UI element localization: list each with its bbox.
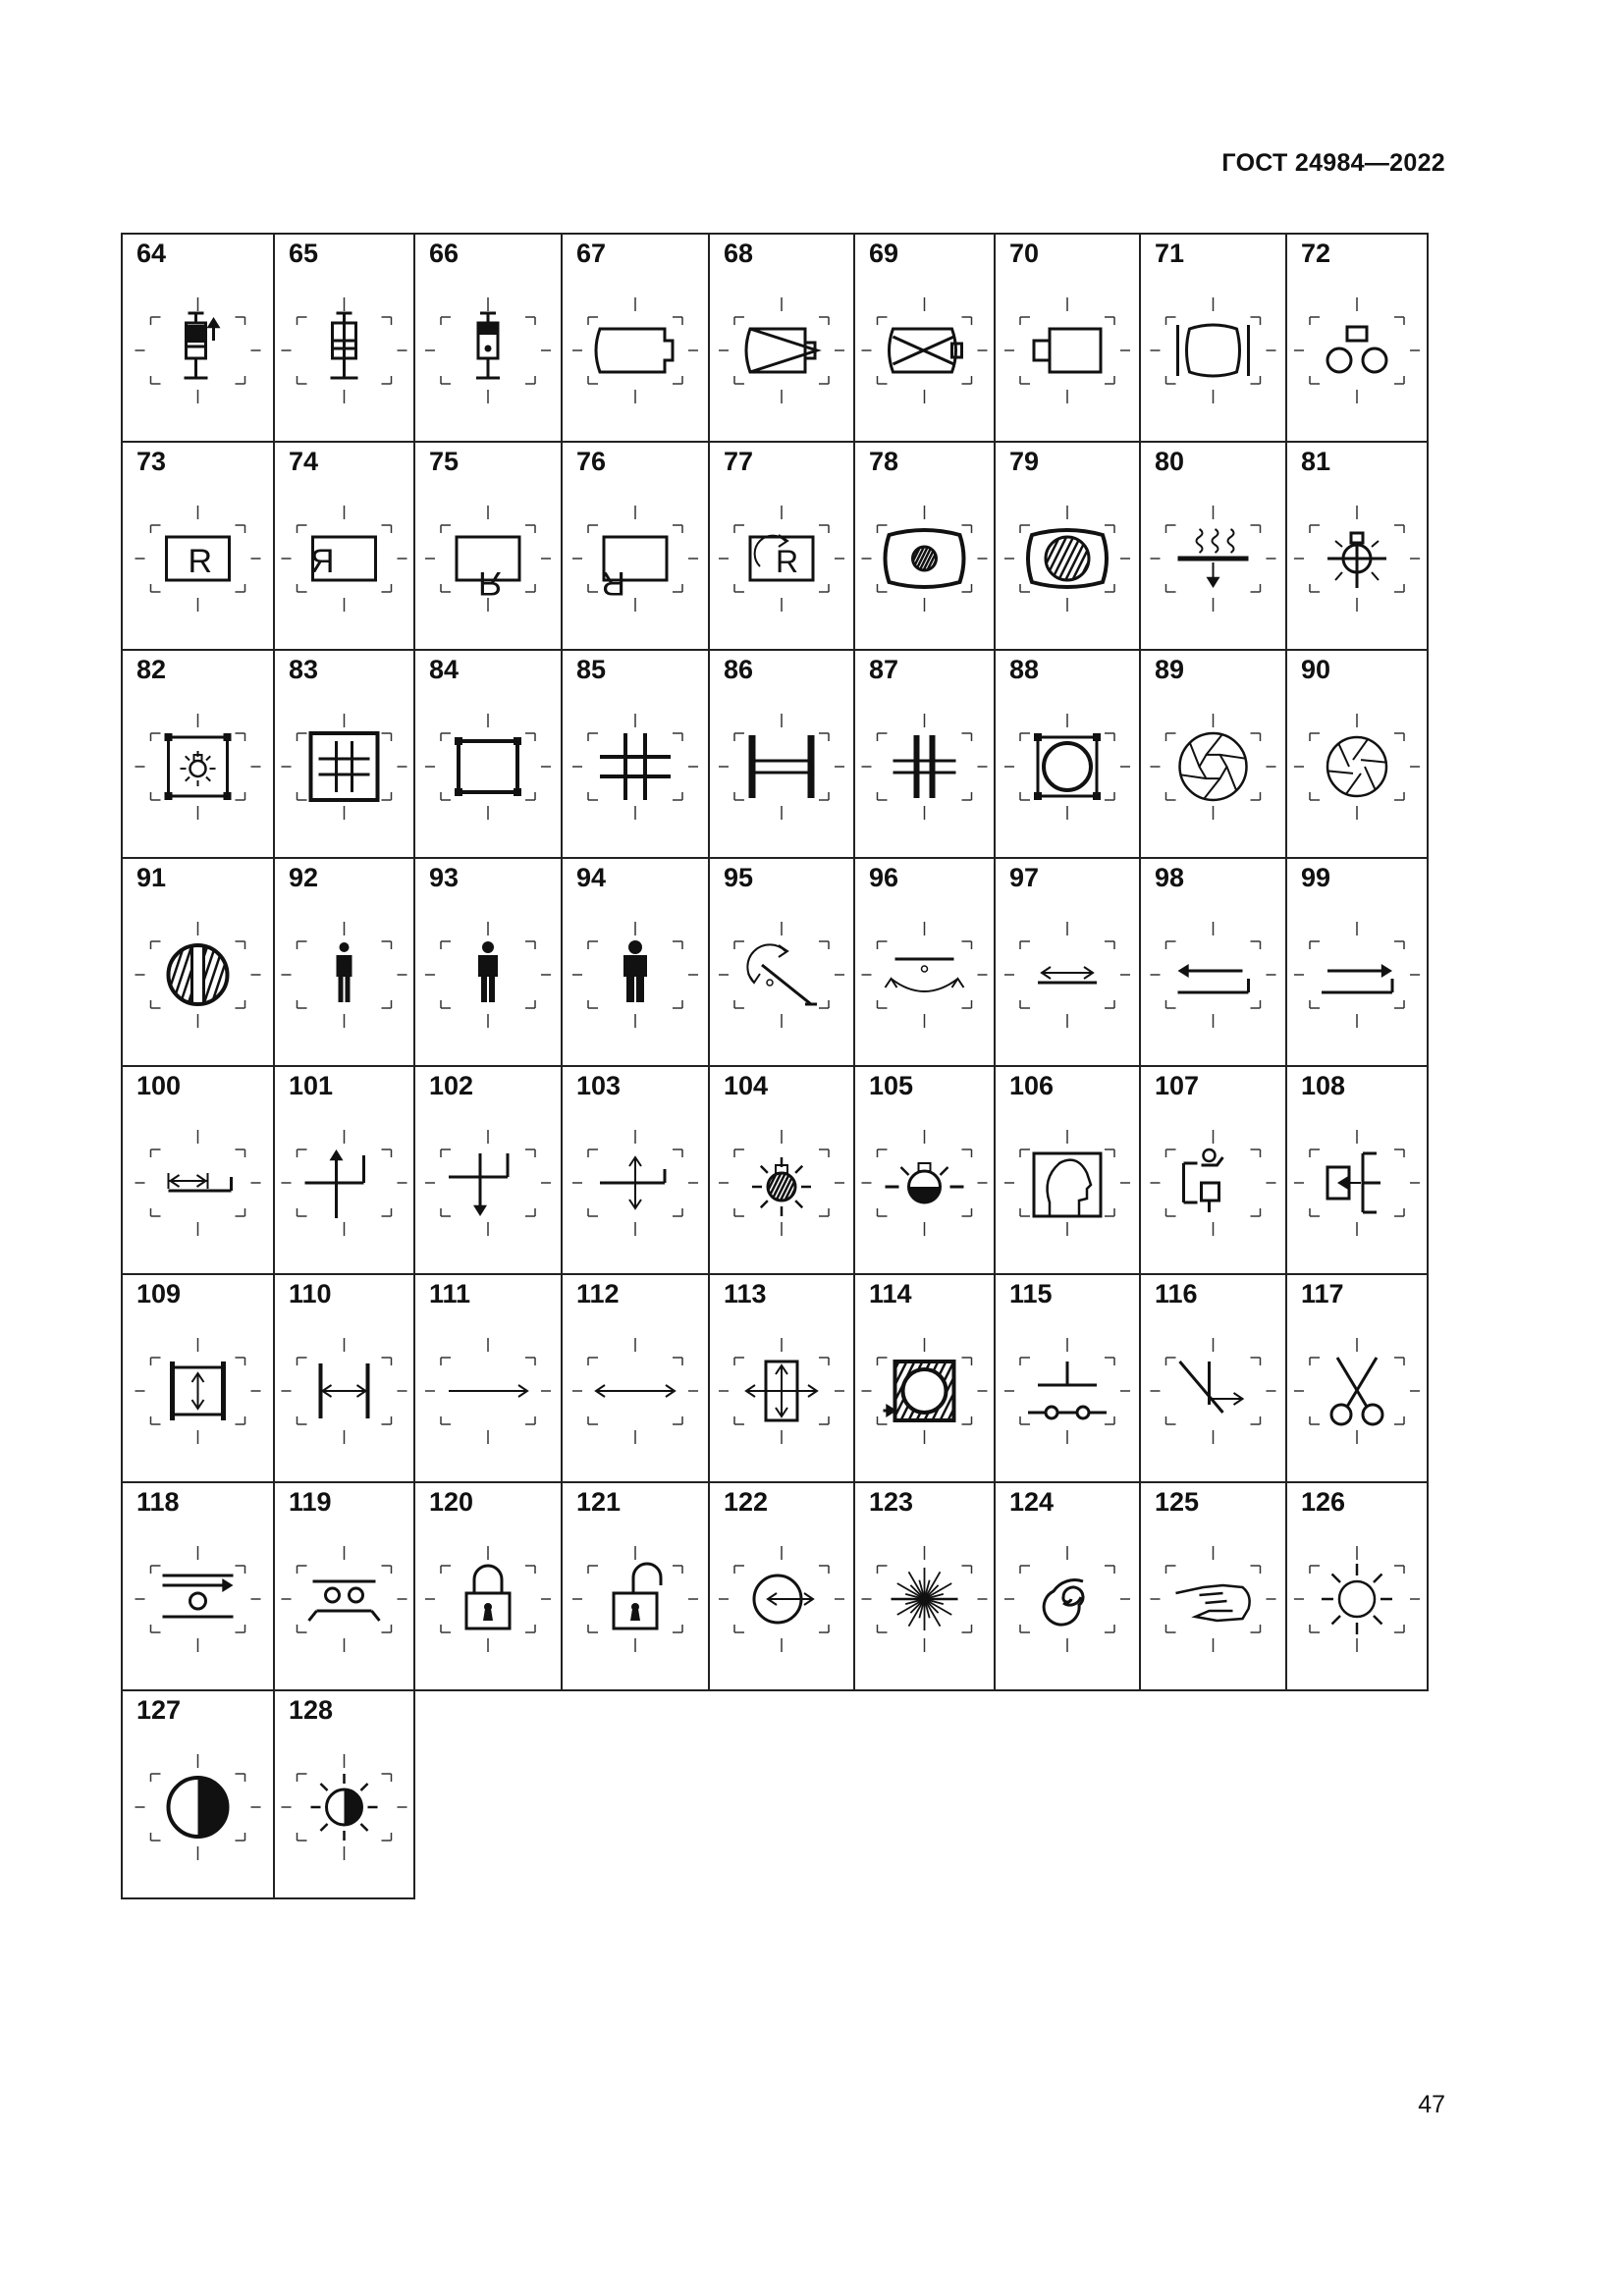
symbol-number: 127	[136, 1695, 182, 1725]
symbol-number: 115	[1009, 1279, 1053, 1308]
svg-text:R: R	[776, 544, 799, 579]
symbol-cell	[1139, 1065, 1287, 1275]
symbol-number: 124	[1009, 1487, 1055, 1517]
symbol-number: 80	[1155, 447, 1185, 476]
heat-waves-icon	[1141, 443, 1285, 649]
tube-left-neck-icon	[996, 235, 1139, 441]
symbol-cell	[273, 1481, 415, 1691]
arrow-right-thin-icon	[415, 1275, 561, 1481]
symbol-cell	[853, 857, 996, 1067]
grid-bold-narrow-icon	[855, 651, 994, 857]
symbol-number: 116	[1155, 1279, 1198, 1308]
symbol-number: 100	[136, 1071, 182, 1100]
symbol-cell	[1139, 1481, 1287, 1691]
symbol-number: 121	[576, 1487, 622, 1517]
screen-hatched-large-icon	[996, 443, 1139, 649]
symbol-cell	[1139, 857, 1287, 1067]
symbol-cell	[994, 441, 1141, 651]
split-hatched-circle-icon	[123, 859, 273, 1065]
symbol-number: 107	[1155, 1071, 1200, 1100]
symbol-cell	[1285, 233, 1429, 443]
person-small-icon	[275, 859, 413, 1065]
patient-positioning-icon	[1141, 1067, 1285, 1273]
raise-icon	[275, 1067, 413, 1273]
page-number: 47	[1418, 2091, 1445, 2118]
grid-thin-icon	[563, 651, 708, 857]
symbol-number: 113	[724, 1279, 767, 1308]
symbol-number: 119	[289, 1487, 332, 1517]
symbol-cell	[994, 1481, 1141, 1691]
symbol-cell	[708, 649, 855, 859]
symbol-cell	[708, 1481, 855, 1691]
letter-r-rotate-icon	[563, 443, 708, 649]
horizontal-shift-icon	[996, 859, 1139, 1065]
symbol-cell	[561, 1065, 710, 1275]
symbol-cell	[561, 1481, 710, 1691]
symbol-number: 118	[136, 1487, 180, 1517]
symbol-number: 114	[869, 1279, 912, 1308]
symbol-cell	[561, 1273, 710, 1483]
insert-left-icon	[1287, 1067, 1427, 1273]
symbol-cell	[1285, 649, 1429, 859]
symbol-cell	[121, 1065, 275, 1275]
symbol-cell	[1285, 1273, 1429, 1483]
screen-hatched-small-icon	[855, 443, 994, 649]
symbol-number: 88	[1009, 655, 1040, 684]
tube-outline-icon	[563, 235, 708, 441]
svg-text:R: R	[309, 543, 335, 580]
symbol-cell	[853, 1273, 996, 1483]
frame-circle-icon	[996, 651, 1139, 857]
symbol-number: 71	[1155, 239, 1185, 268]
lamp-half-icon	[855, 1067, 994, 1273]
screen-bars-icon	[1141, 235, 1285, 441]
symbol-cell	[121, 1273, 275, 1483]
conveyor-icon	[123, 1483, 273, 1689]
symbol-number: 68	[724, 239, 754, 268]
width-measure-icon	[275, 1275, 413, 1481]
symbol-cell	[413, 857, 563, 1067]
symbol-cell	[121, 649, 275, 859]
symbol-number: 105	[869, 1071, 914, 1100]
symbol-number: 85	[576, 655, 607, 684]
symbol-cell	[413, 1065, 563, 1275]
symbol-cell	[273, 1273, 415, 1483]
hand-icon	[1141, 1483, 1285, 1689]
symbol-cell	[561, 649, 710, 859]
shift-left-icon	[1141, 859, 1285, 1065]
symbol-cell	[413, 649, 563, 859]
symbol-cell	[561, 233, 710, 443]
lamp-crosshair-icon	[1287, 443, 1427, 649]
symbol-number: 67	[576, 239, 607, 268]
frame-grid-icon	[275, 651, 413, 857]
letter-r-flip-icon	[415, 443, 561, 649]
frame-square-icon	[415, 651, 561, 857]
symbol-number: 110	[289, 1279, 332, 1308]
symbol-cell	[121, 1689, 275, 1899]
symbol-number: 98	[1155, 863, 1185, 892]
symbol-number: 106	[1009, 1071, 1055, 1100]
symbol-number: 65	[289, 239, 319, 268]
symbol-number: 78	[869, 447, 899, 476]
svg-text:R: R	[601, 564, 625, 602]
symbol-cell	[994, 233, 1141, 443]
document-header: ГОСТ 24984—2022	[1221, 149, 1445, 177]
symbol-number: 117	[1301, 1279, 1344, 1308]
frame-vertical-icon	[123, 1275, 273, 1481]
symbol-cell	[413, 1481, 563, 1691]
symbol-number: 74	[289, 447, 319, 476]
symbol-number: 73	[136, 447, 167, 476]
symbol-cell	[121, 1481, 275, 1691]
angled-arrow-icon	[1141, 1275, 1285, 1481]
symbol-cell	[273, 441, 415, 651]
symbol-number: 97	[1009, 863, 1040, 892]
symbol-cell	[413, 1273, 563, 1483]
svg-text:R: R	[478, 564, 503, 602]
symbol-cell	[1285, 1065, 1429, 1275]
symbol-cell	[994, 1065, 1141, 1275]
symbol-cell	[273, 649, 415, 859]
symbol-number: 69	[869, 239, 899, 268]
symbol-number: 75	[429, 447, 460, 476]
symbol-cell	[121, 441, 275, 651]
symbol-number: 86	[724, 655, 754, 684]
symbol-cell	[994, 649, 1141, 859]
symbol-cell	[994, 1273, 1141, 1483]
arrow-both-thin-icon	[563, 1275, 708, 1481]
laser-icon	[855, 1483, 994, 1689]
symbol-number: 93	[429, 863, 460, 892]
symbol-number: 123	[869, 1487, 914, 1517]
switch-contacts-icon	[996, 1275, 1139, 1481]
symbol-number: 112	[576, 1279, 620, 1308]
symbol-number: 72	[1301, 239, 1331, 268]
ring-frame-icon	[855, 1275, 994, 1481]
symbol-cell	[853, 649, 996, 859]
symbol-number: 82	[136, 655, 167, 684]
tilt-icon	[710, 859, 853, 1065]
symbol-cell	[1285, 857, 1429, 1067]
symbol-number: 81	[1301, 447, 1331, 476]
rollers-icon	[1287, 235, 1427, 441]
symbol-cell	[853, 1065, 996, 1275]
symbol-number: 70	[1009, 239, 1040, 268]
sun-icon	[1287, 1483, 1427, 1689]
symbol-cell	[1139, 441, 1287, 651]
symbol-cell	[708, 857, 855, 1067]
contrast-brightness-icon	[275, 1691, 413, 1897]
symbol-number: 76	[576, 447, 607, 476]
symbol-number: 102	[429, 1071, 474, 1100]
symbol-number: 79	[1009, 447, 1040, 476]
scissors-icon	[1287, 1275, 1427, 1481]
symbol-number: 84	[429, 655, 460, 684]
circle-arrow-icon	[710, 1483, 853, 1689]
aperture-icon	[1141, 651, 1285, 857]
symbol-number: 64	[136, 239, 167, 268]
lock-open-icon	[563, 1483, 708, 1689]
symbol-number: 92	[289, 863, 319, 892]
symbol-cell	[708, 1065, 855, 1275]
symbol-cell	[853, 1481, 996, 1691]
vertical-shift-icon	[563, 1067, 708, 1273]
symbol-number: 122	[724, 1487, 769, 1517]
symbol-number: 66	[429, 239, 460, 268]
symbol-cell	[121, 857, 275, 1067]
spiral-icon	[996, 1483, 1139, 1689]
swing-icon	[855, 859, 994, 1065]
symbol-cell	[561, 857, 710, 1067]
person-large-icon	[563, 859, 708, 1065]
symbol-cell	[1285, 441, 1429, 651]
syringe-icon	[275, 235, 413, 441]
symbol-number: 96	[869, 863, 899, 892]
symbol-number: 109	[136, 1279, 182, 1308]
symbol-cell	[1139, 233, 1287, 443]
symbol-number: 89	[1155, 655, 1185, 684]
symbol-cell	[1139, 649, 1287, 859]
symbol-cell	[853, 233, 996, 443]
symbol-cell	[273, 857, 415, 1067]
symbol-cell	[561, 441, 710, 651]
grid-bold-icon	[710, 651, 853, 857]
symbol-number: 95	[724, 863, 754, 892]
svg-text:R: R	[188, 543, 213, 580]
symbol-cell	[273, 1065, 415, 1275]
symbol-cell	[853, 441, 996, 651]
symbol-number: 111	[429, 1279, 471, 1308]
head-profile-icon	[996, 1067, 1139, 1273]
syringe-dot-icon	[415, 235, 561, 441]
person-medium-icon	[415, 859, 561, 1065]
move-four-way-icon	[710, 1275, 853, 1481]
symbol-number: 104	[724, 1071, 769, 1100]
symbol-number: 126	[1301, 1487, 1346, 1517]
tube-cross-right-icon	[710, 235, 853, 441]
lock-closed-icon	[415, 1483, 561, 1689]
symbol-cell	[1285, 1481, 1429, 1691]
letter-r-icon	[123, 443, 273, 649]
symbol-number: 128	[289, 1695, 334, 1725]
symbol-number: 83	[289, 655, 319, 684]
tube-cross-icon	[855, 235, 994, 441]
symbol-cell	[273, 233, 415, 443]
symbol-cell	[121, 233, 275, 443]
symbol-number: 94	[576, 863, 607, 892]
symbol-cell	[413, 233, 563, 443]
contrast-icon	[123, 1691, 273, 1897]
shift-right-icon	[1287, 859, 1427, 1065]
symbol-number: 101	[289, 1071, 334, 1100]
letter-r-circular-icon	[710, 443, 853, 649]
symbol-number: 108	[1301, 1071, 1346, 1100]
symbol-number: 99	[1301, 863, 1331, 892]
symbol-cell	[413, 441, 563, 651]
shift-stop-icon	[123, 1067, 273, 1273]
lower-icon	[415, 1067, 561, 1273]
lamp-hatched-icon	[710, 1067, 853, 1273]
symbol-number: 91	[136, 863, 167, 892]
symbol-number: 120	[429, 1487, 474, 1517]
symbol-cell	[708, 1273, 855, 1483]
frame-lamp-icon	[123, 651, 273, 857]
aperture-small-icon	[1287, 651, 1427, 857]
symbol-number: 125	[1155, 1487, 1200, 1517]
rollers-belt-icon	[275, 1483, 413, 1689]
symbol-cell	[708, 233, 855, 443]
letter-r-mirror-icon	[275, 443, 413, 649]
symbol-number: 103	[576, 1071, 622, 1100]
symbol-number: 90	[1301, 655, 1331, 684]
symbol-number: 77	[724, 447, 754, 476]
symbol-cell	[994, 857, 1141, 1067]
symbol-cell	[1139, 1273, 1287, 1483]
symbol-number: 87	[869, 655, 899, 684]
symbol-cell	[273, 1689, 415, 1899]
syringe-up-arrow-icon	[123, 235, 273, 441]
symbol-cell	[708, 441, 855, 651]
